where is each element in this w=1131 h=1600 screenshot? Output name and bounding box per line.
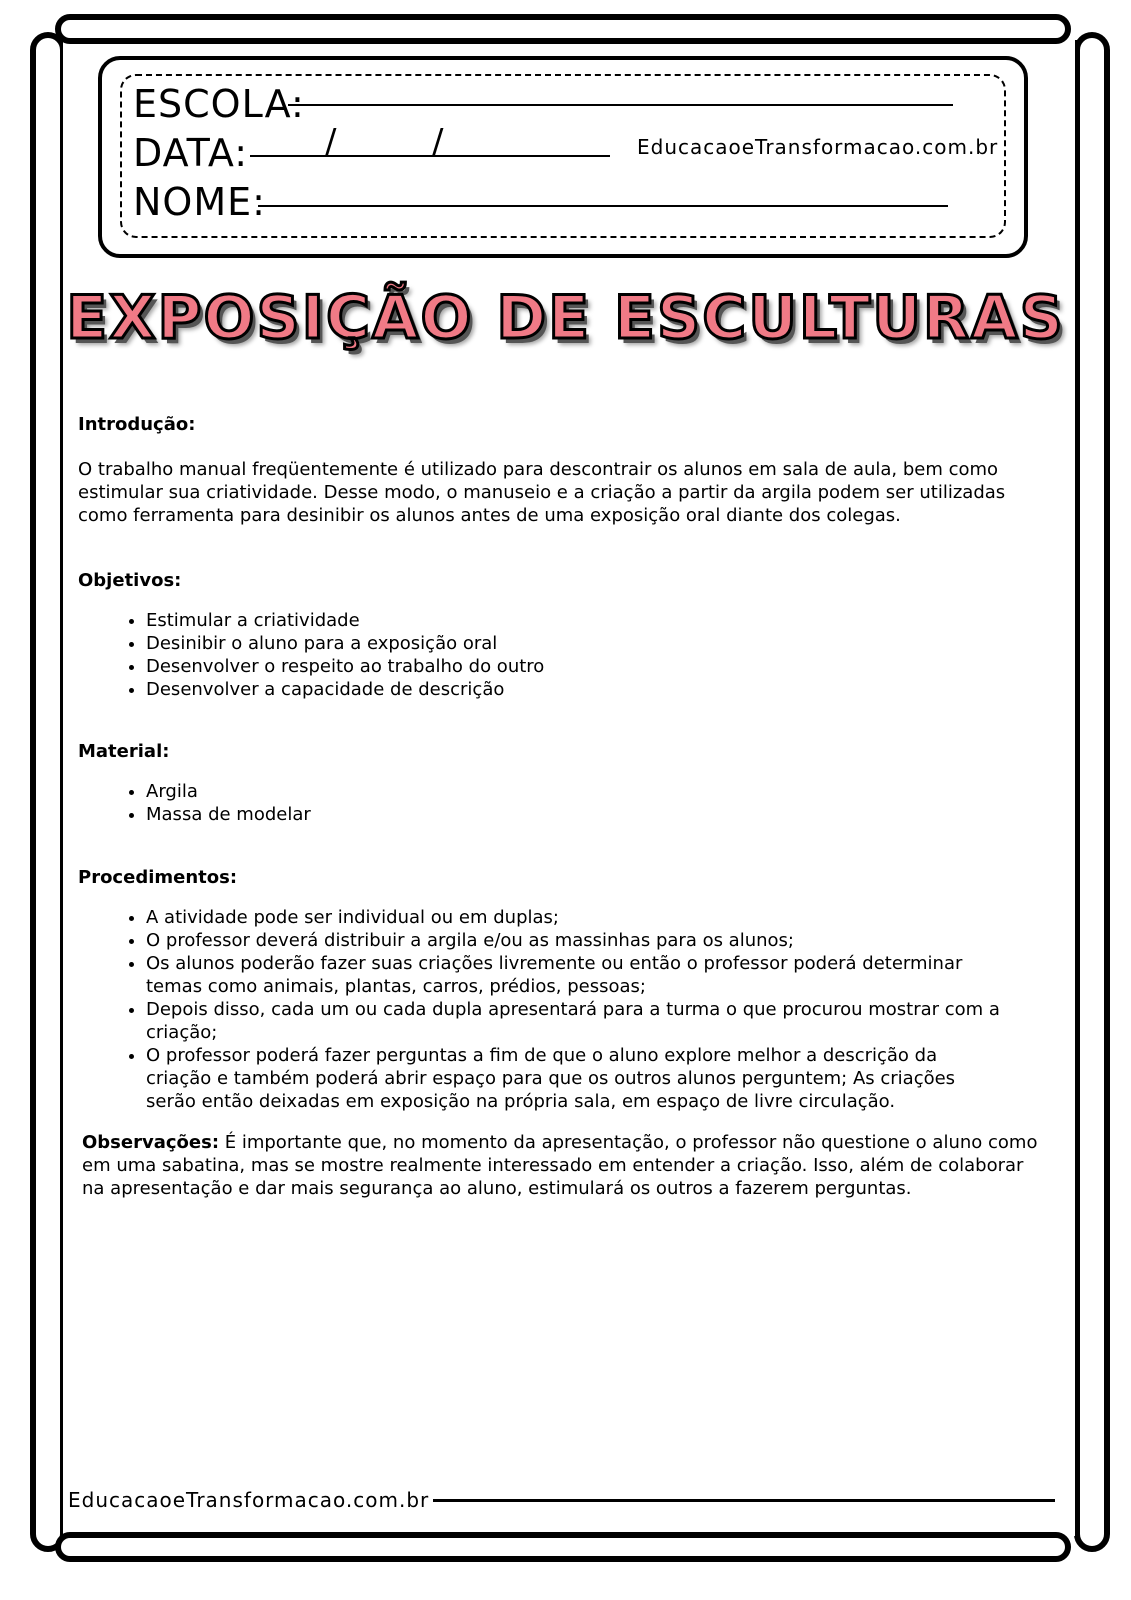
date-separator-2: / bbox=[432, 122, 445, 162]
list-item: • Desinibir o aluno para a exposição oral bbox=[146, 632, 1048, 655]
material-heading: Material: bbox=[78, 741, 170, 762]
list-item: • Desenvolver o respeito ao trabalho do outro bbox=[146, 655, 1048, 678]
list-item: • Desenvolver a capacidade de descrição bbox=[146, 678, 1048, 701]
page-title: EXPOSIÇÃO DE ESCULTURAS bbox=[66, 283, 1065, 353]
observacoes-paragraph bbox=[78, 1131, 1048, 1200]
list-item: • A atividade pode ser individual ou em duplas; bbox=[146, 906, 1008, 929]
footer-watermark: EducacaoeTransformacao.com.br bbox=[68, 1488, 433, 1512]
scroll-frame-top bbox=[55, 14, 1071, 44]
lesson-content bbox=[78, 413, 1048, 1200]
header-watermark: EducacaoeTransformacao.com.br bbox=[637, 135, 999, 159]
observacoes-label: Observações: bbox=[82, 1132, 220, 1153]
nome-line bbox=[258, 205, 948, 207]
objetivos-list bbox=[78, 609, 1048, 701]
list-item: • Argila bbox=[146, 780, 1048, 803]
observacoes-text: É importante que, no momento da apresentação, o professor não questione o aluno como em uma sabatina, mas se mostre realmente interessado em entender a criação. Isso, além de colaborar na apresentação e dar mais segurança ao aluno, estimulará os outros a fazerem perguntas. bbox=[82, 1132, 1038, 1199]
footer-line bbox=[370, 1499, 1055, 1502]
nome-label: NOME: bbox=[133, 180, 266, 224]
objetivos-heading: Objetivos: bbox=[78, 570, 182, 591]
data-line bbox=[250, 155, 610, 157]
list-item: • Estimular a criatividade bbox=[146, 609, 1048, 632]
material-list bbox=[78, 780, 1048, 826]
scroll-frame-bottom bbox=[55, 1532, 1071, 1562]
list-item: • O professor poderá fazer perguntas a fim de que o aluno explore melhor a descrição da criação e também poderá abrir espaço para que os outros alunos perguntem; As criações serão então deixadas em exposição na própria sala, em espaço de livre circulação. bbox=[146, 1044, 1008, 1113]
data-label: DATA: bbox=[133, 131, 249, 175]
list-item: • Os alunos poderão fazer suas criações livremente ou então o professor poderá determinar temas como animais, plantas, carros, prédios, pessoas; bbox=[146, 952, 1008, 998]
list-item: • O professor deverá distribuir a argila e/ou as massinhas para os alunos; bbox=[146, 929, 1008, 952]
list-item: • Massa de modelar bbox=[146, 803, 1048, 826]
intro-heading: Introdução: bbox=[78, 414, 196, 435]
procedimentos-list bbox=[78, 906, 1048, 1113]
date-separator-1: / bbox=[325, 122, 338, 162]
intro-text: O trabalho manual freqüentemente é utilizado para descontrair os alunos em sala de aula, bem como estimular sua criatividade. Desse modo, o manuseio e a criação a partir da argila podem ser utilizadas como ferramenta para desinibir os alunos antes de uma exposição oral diante dos colegas. bbox=[78, 459, 1006, 526]
procedimentos-heading: Procedimentos: bbox=[78, 867, 238, 888]
escola-label: ESCOLA: bbox=[133, 82, 305, 126]
escola-line bbox=[288, 104, 953, 106]
list-item: • Depois disso, cada um ou cada dupla apresentará para a turma o que procurou mostrar com a criação; bbox=[146, 998, 1008, 1044]
scroll-frame-right bbox=[1074, 32, 1110, 1552]
